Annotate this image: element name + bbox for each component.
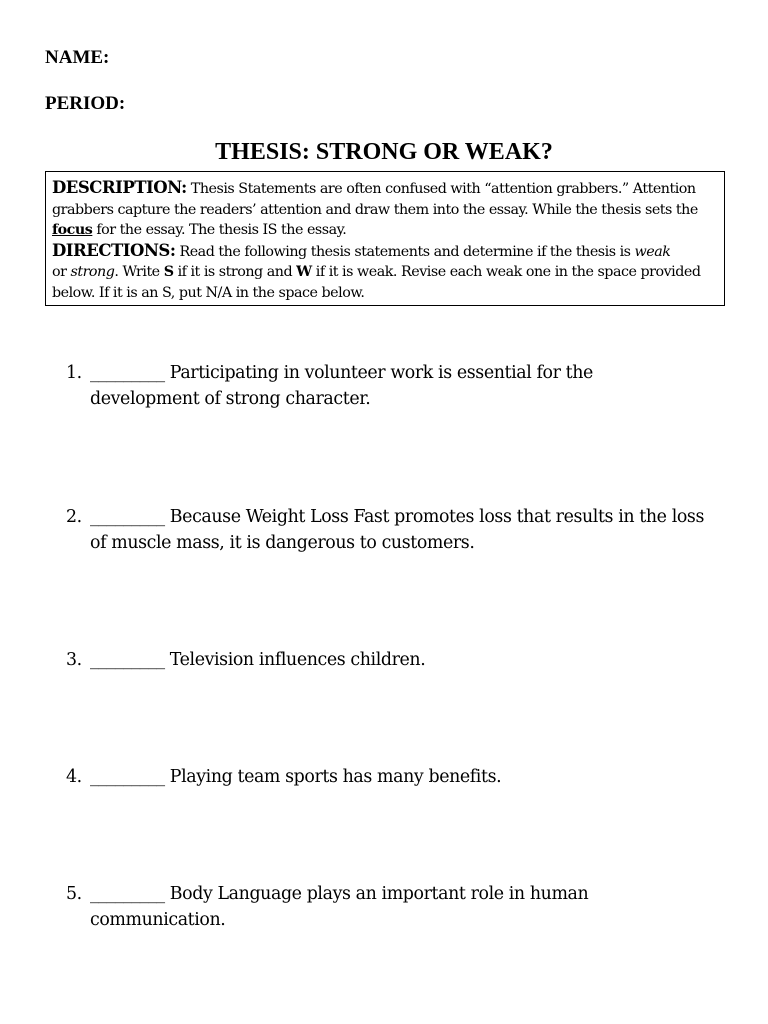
answer-blank[interactable]: _________	[90, 363, 165, 383]
weak-keyword: weak	[634, 243, 671, 260]
thesis-statement: Playing team sports has many benefits.	[164, 767, 502, 787]
thesis-statement: Television influences children.	[164, 650, 426, 670]
thesis-statement: Participating in volunteer work is essential for the development of strong character.	[90, 363, 593, 409]
instructions-box	[45, 171, 725, 306]
answer-blank[interactable]: _________	[90, 884, 165, 904]
thesis-statement: Body Language plays an important role in human communication.	[90, 884, 589, 930]
list-item	[66, 504, 706, 556]
worksheet-title: THESIS: STRONG OR WEAK?	[215, 139, 553, 165]
list-item	[66, 881, 706, 933]
list-item	[66, 764, 706, 790]
list-item	[66, 360, 706, 412]
item-number: 3.	[66, 650, 82, 670]
thesis-statement: Because Weight Loss Fast promotes loss that results in the loss of muscle mass, it is dangerous to customers.	[90, 507, 704, 553]
list-item	[66, 647, 706, 673]
description-text-part1: Thesis Statements are often confused with “attention grabbers.” Attention grabbers capture the readers’ attention and draw them into the essay. While the thesis sets the	[52, 181, 698, 218]
w-keyword: W	[296, 264, 312, 280]
answer-blank[interactable]: _________	[90, 507, 165, 527]
description-text-part2: for the essay. The thesis IS the essay.	[92, 222, 347, 238]
item-number: 2.	[66, 507, 82, 527]
directions-paragraph	[52, 241, 719, 304]
item-number: 4.	[66, 767, 82, 787]
s-keyword: S	[163, 264, 174, 280]
focus-keyword: focus	[52, 222, 93, 238]
directions-heading: DIRECTIONS:	[52, 240, 176, 260]
directions-text-part2: or	[52, 264, 71, 280]
period-label: PERIOD:	[45, 93, 126, 114]
answer-blank[interactable]: _________	[90, 650, 165, 670]
description-paragraph	[52, 178, 719, 241]
item-number: 5.	[66, 884, 82, 904]
directions-text-part5: if it is weak. Revise each weak one in the space provided below. If it is an S, put N/A in the space below.	[52, 264, 701, 301]
name-label: NAME:	[45, 47, 110, 68]
description-heading: DESCRIPTION:	[52, 178, 187, 197]
strong-keyword: strong	[70, 264, 115, 280]
item-number: 1.	[66, 363, 82, 383]
directions-text-part4: if it is strong and	[173, 264, 297, 280]
answer-blank[interactable]: _________	[90, 767, 165, 787]
directions-text-part3: . Write	[114, 264, 164, 280]
directions-text-part1: Read the following thesis statements and determine if the thesis is	[175, 243, 635, 260]
